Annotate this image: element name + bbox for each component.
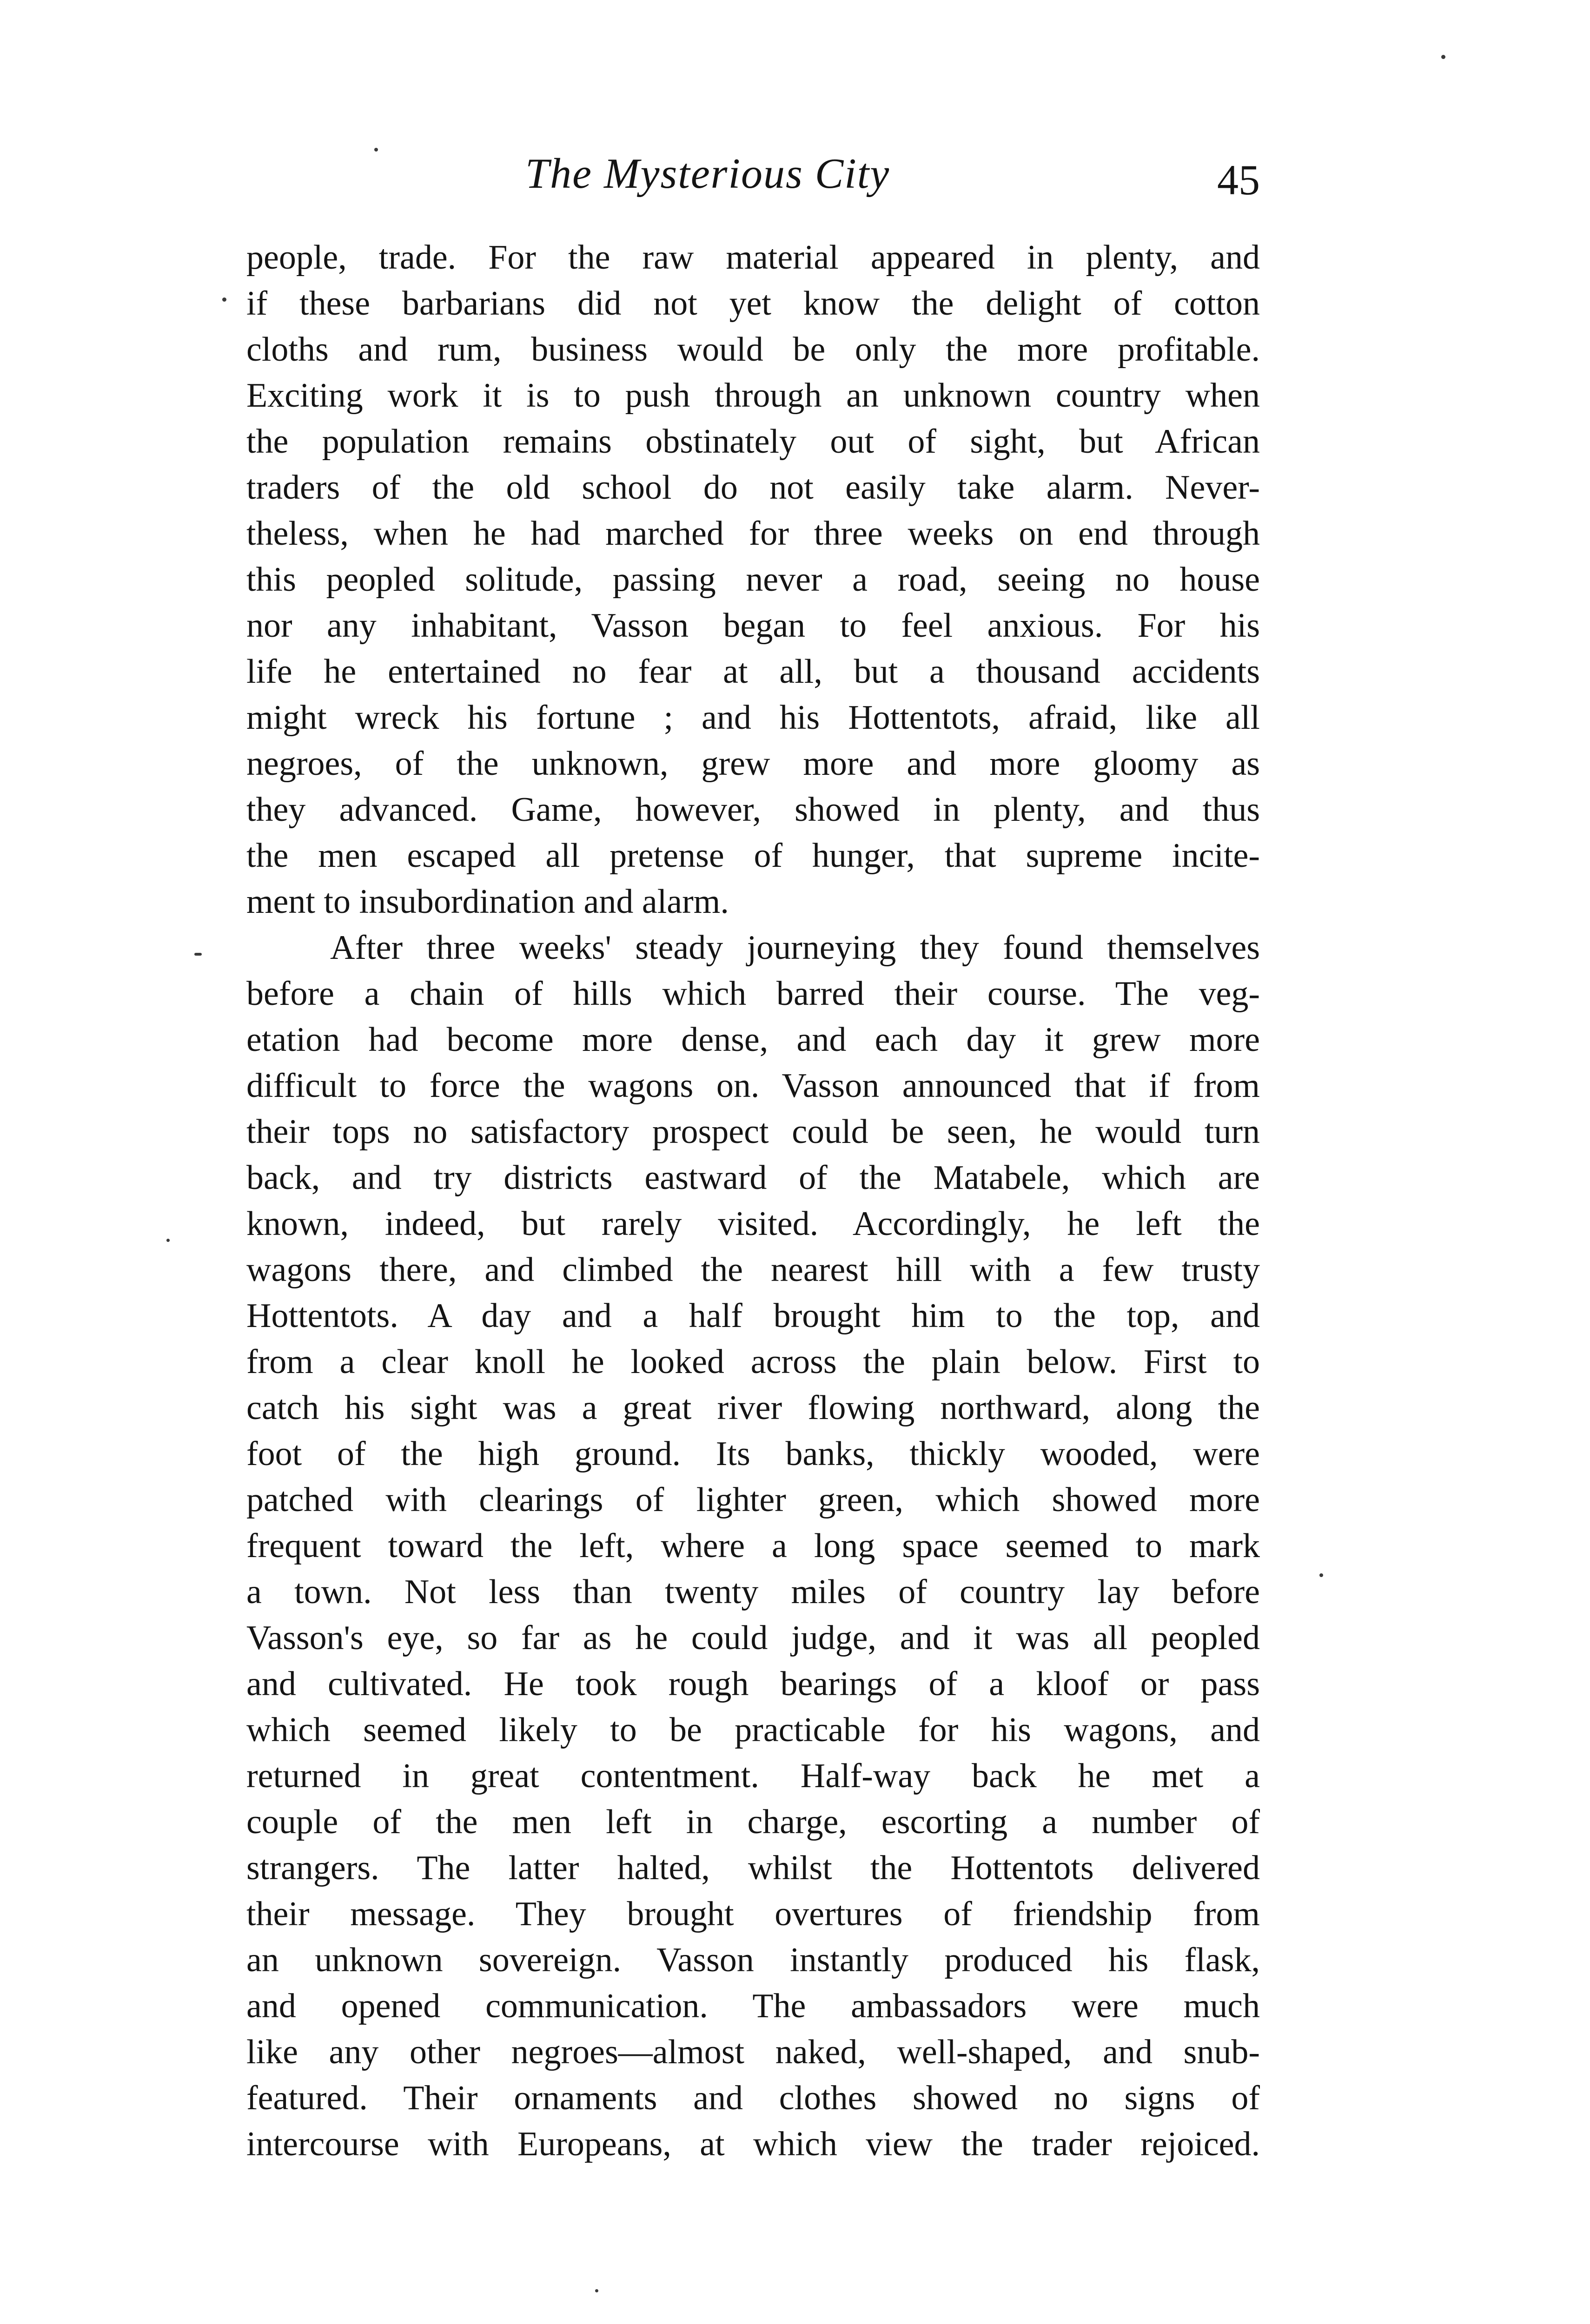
text-line: they advanced. Game, however, showed in plenty, and thus bbox=[246, 791, 1260, 829]
text-line: like any other negroes—almost naked, well-shaped, and snub- bbox=[246, 2033, 1260, 2071]
running-head bbox=[246, 139, 1260, 205]
text-line: back, and try districts eastward of the Matabele, which are bbox=[246, 1159, 1260, 1197]
text-line: Exciting work it is to push through an unknown country when bbox=[246, 376, 1260, 415]
text-line: wagons there, and climbed the nearest hill with a few trusty bbox=[246, 1251, 1260, 1289]
text-line: couple of the men left in charge, escorting a number of bbox=[246, 1803, 1260, 1841]
text-line: which seemed likely to be practicable for his wagons, and bbox=[246, 1711, 1260, 1749]
text-line: their message. They brought overtures of friendship from bbox=[246, 1895, 1260, 1933]
text-line: etation had become more dense, and each day it grew more bbox=[246, 1021, 1260, 1059]
text-line: intercourse with Europeans, at which view the trader rejoiced. bbox=[246, 2125, 1260, 2163]
text-line: ment to insubordination and alarm. bbox=[246, 883, 729, 921]
text-line: catch his sight was a great river flowing northward, along the bbox=[246, 1389, 1260, 1427]
text-line: cloths and rum, business would be only the more profitable. bbox=[246, 330, 1260, 369]
text-line: a town. Not less than twenty miles of country lay before bbox=[246, 1573, 1260, 1611]
text-line: an unknown sovereign. Vasson instantly produced his flask, bbox=[246, 1941, 1260, 1979]
text-line: difficult to force the wagons on. Vasson announced that if from bbox=[246, 1067, 1260, 1105]
text-line: this peopled solitude, passing never a road, seeing no house bbox=[246, 561, 1260, 599]
text-line: Vasson's eye, so far as he could judge, and it was all peopled bbox=[246, 1619, 1260, 1657]
scan-speck bbox=[222, 297, 226, 302]
text-line: before a chain of hills which barred their course. The veg- bbox=[246, 975, 1260, 1013]
text-line: patched with clearings of lighter green, which showed more bbox=[246, 1481, 1260, 1519]
text-line: traders of the old school do not easily take alarm. Never- bbox=[246, 469, 1260, 507]
text-line: life he entertained no fear at all, but a thousand accidents bbox=[246, 653, 1260, 691]
text-line: strangers. The latter halted, whilst the Hottentots delivered bbox=[246, 1849, 1260, 1887]
running-title: The Mysterious City bbox=[525, 150, 890, 197]
text-line: from a clear knoll he looked across the plain below. First to bbox=[246, 1343, 1260, 1381]
text-line: After three weeks' steady journeying they found themselves bbox=[330, 929, 1260, 967]
scan-speck bbox=[1319, 1573, 1323, 1577]
text-line: known, indeed, but rarely visited. Accordingly, he left the bbox=[246, 1205, 1260, 1243]
text-line: their tops no satisfactory prospect could be seen, he would turn bbox=[246, 1113, 1260, 1151]
scan-speck bbox=[374, 148, 378, 152]
text-line: if these barbarians did not yet know the delight of cotton bbox=[246, 284, 1260, 323]
scan-speck bbox=[1441, 55, 1445, 59]
text-line: foot of the high ground. Its banks, thickly wooded, were bbox=[246, 1435, 1260, 1473]
text-line: featured. Their ornaments and clothes showed no signs of bbox=[246, 2079, 1260, 2117]
text-line: Hottentots. A day and a half brought him to the top, and bbox=[246, 1297, 1260, 1335]
text-line: and cultivated. He took rough bearings of a kloof or pass bbox=[246, 1665, 1260, 1703]
text-line: frequent toward the left, where a long space seemed to mark bbox=[246, 1527, 1260, 1565]
text-line: theless, when he had marched for three weeks on end through bbox=[246, 515, 1260, 553]
page-number: 45 bbox=[1217, 156, 1260, 204]
text-line: the men escaped all pretense of hunger, that supreme incite- bbox=[246, 837, 1260, 875]
scan-speck bbox=[595, 2289, 598, 2292]
text-line: the population remains obstinately out of sight, but African bbox=[246, 423, 1260, 461]
text-line: might wreck his fortune ; and his Hottentots, afraid, like all bbox=[246, 699, 1260, 737]
body-text bbox=[246, 235, 1260, 2167]
text-line: negroes, of the unknown, grew more and more gloomy as bbox=[246, 745, 1260, 783]
text-line: and opened communication. The ambassadors were much bbox=[246, 1987, 1260, 2025]
text-line: nor any inhabitant, Vasson began to feel anxious. For his bbox=[246, 607, 1260, 645]
text-line: returned in great contentment. Half-way back he met a bbox=[246, 1757, 1260, 1795]
scan-speck bbox=[194, 953, 202, 956]
text-line: people, trade. For the raw material appeared in plenty, and bbox=[246, 238, 1260, 277]
scan-speck bbox=[166, 1239, 170, 1242]
